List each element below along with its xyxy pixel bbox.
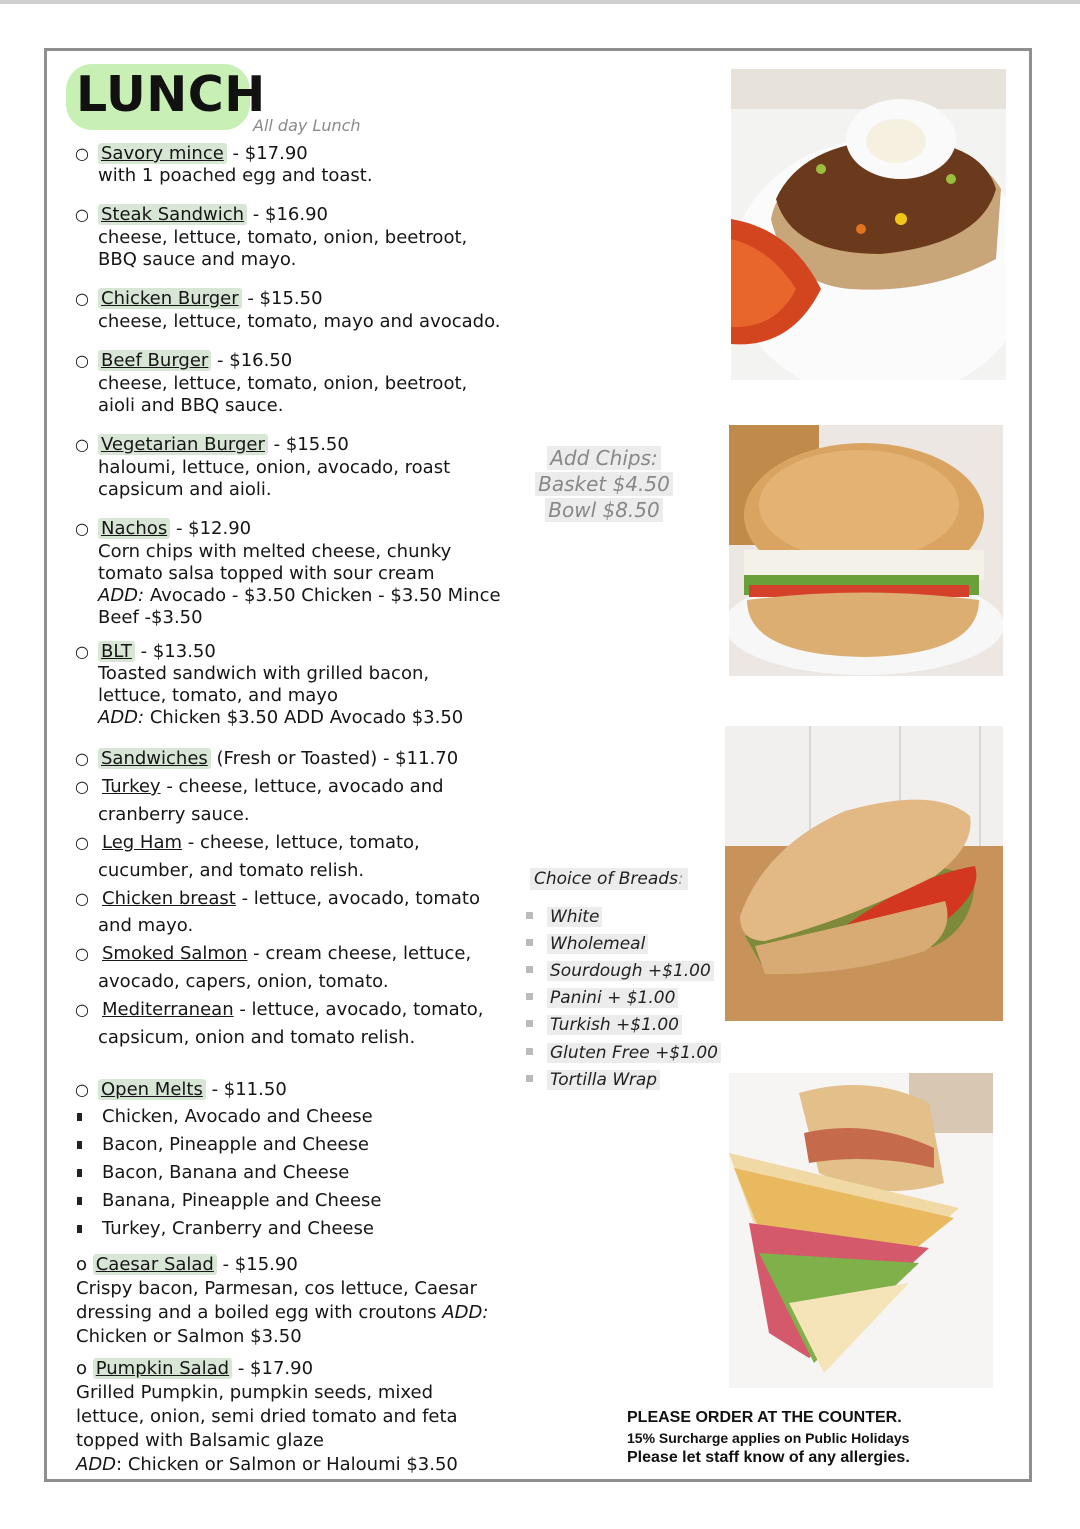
bread-option: Wholemeal bbox=[526, 934, 648, 954]
section-price: - $11.50 bbox=[205, 1079, 287, 1100]
item-desc: with 1 poached egg and toast. bbox=[98, 165, 373, 186]
item-name: Beef Burger bbox=[98, 350, 211, 371]
footer-surcharge: 15% Surcharge applies on Public Holidays bbox=[627, 1430, 910, 1446]
sandwich-item: Leg Ham - cheese, lettuce, tomato, bbox=[102, 832, 420, 853]
item-price: - $15.90 bbox=[216, 1254, 298, 1275]
item-desc: topped with Balsamic glaze bbox=[76, 1430, 324, 1451]
item-desc: Grilled Pumpkin, pumpkin seeds, mixed bbox=[76, 1382, 434, 1403]
item-desc: aioli and BBQ sauce. bbox=[98, 395, 284, 416]
hollow-bullet-icon: ○ bbox=[75, 889, 89, 908]
item-price: - $16.50 bbox=[217, 350, 293, 371]
item-name: Chicken Burger bbox=[98, 288, 242, 309]
square-bullet-icon bbox=[526, 1048, 533, 1055]
breads-title: Choice of Breads: bbox=[530, 868, 688, 890]
item-desc: lettuce, onion, semi dried tomato and feta bbox=[76, 1406, 458, 1427]
item-addons: ADD: Avocado - $3.50 Chicken - $3.50 Mince bbox=[98, 585, 501, 606]
bread-option: Tortilla Wrap bbox=[526, 1070, 660, 1090]
bread-option: Sourdough +$1.00 bbox=[526, 961, 714, 981]
footer-notice bbox=[627, 1408, 910, 1468]
item-desc: cheese, lettuce, tomato, onion, beetroot, bbox=[98, 373, 468, 394]
hollow-bullet-icon: ○ bbox=[75, 944, 89, 963]
section-name: Open Melts bbox=[98, 1079, 206, 1100]
item-price: - $15.50 bbox=[273, 434, 349, 455]
sandwich-item: Chicken breast - lettuce, avocado, tomato bbox=[102, 888, 481, 909]
item-desc: Crispy bacon, Parmesan, cos lettuce, Caesar bbox=[76, 1278, 477, 1299]
square-bullet-icon bbox=[526, 993, 533, 1000]
item-name: Vegetarian Burger bbox=[98, 434, 268, 455]
sandwich-item: Turkey - cheese, lettuce, avocado and bbox=[102, 776, 444, 797]
footer-order: PLEASE ORDER AT THE COUNTER. bbox=[627, 1409, 902, 1426]
item-price: - $16.90 bbox=[252, 204, 328, 225]
square-bullet-icon bbox=[526, 939, 533, 946]
item-desc: haloumi, lettuce, onion, avocado, roast bbox=[98, 457, 451, 478]
melt-item: Banana, Pineapple and Cheese bbox=[102, 1190, 382, 1211]
square-bullet-icon bbox=[526, 1020, 533, 1027]
add-chips-note bbox=[520, 445, 688, 523]
menu-subtitle: All day Lunch bbox=[253, 116, 361, 135]
bread-option: Panini + $1.00 bbox=[526, 988, 678, 1008]
hollow-bullet-icon: ○ bbox=[75, 289, 89, 308]
bread-option: Gluten Free +$1.00 bbox=[526, 1043, 721, 1063]
item-desc: Toasted sandwich with grilled bacon, bbox=[98, 663, 430, 684]
square-bullet-icon bbox=[77, 1141, 82, 1149]
footer-allergies: Please let staff know of any allergies. bbox=[627, 1449, 910, 1466]
hollow-bullet-icon: ○ bbox=[75, 777, 89, 796]
sandwich-item-cont: avocado, capers, onion, tomato. bbox=[98, 971, 389, 992]
hollow-bullet-icon: ○ bbox=[75, 833, 89, 852]
square-bullet-icon bbox=[77, 1113, 82, 1121]
square-bullet-icon bbox=[77, 1197, 82, 1205]
item-name: Nachos bbox=[98, 518, 170, 539]
hollow-bullet-icon: ○ bbox=[75, 749, 89, 768]
square-bullet-icon bbox=[526, 912, 533, 919]
item-price: - $12.90 bbox=[175, 518, 252, 539]
item-addons-cont: Beef -$3.50 bbox=[98, 607, 203, 628]
item-name: BLT bbox=[98, 641, 135, 662]
menu-title: LUNCH bbox=[76, 66, 266, 123]
bread-option: Turkish +$1.00 bbox=[526, 1015, 682, 1035]
item-desc: tomato salsa topped with sour cream bbox=[98, 563, 435, 584]
item-desc: Chicken or Salmon $3.50 bbox=[76, 1326, 302, 1347]
item-desc: dressing and a boiled egg with croutons ADD: bbox=[76, 1302, 489, 1323]
panini-photo bbox=[725, 726, 1003, 1021]
item-name: Pumpkin Salad bbox=[93, 1358, 232, 1379]
melt-item: Chicken, Avocado and Cheese bbox=[102, 1106, 373, 1127]
item-desc: lettuce, tomato, and mayo bbox=[98, 685, 338, 706]
item-name: Savory mince bbox=[98, 143, 227, 164]
bread-option: White bbox=[526, 907, 602, 927]
club-sandwich-photo bbox=[729, 1073, 993, 1388]
item-desc: Corn chips with melted cheese, chunky bbox=[98, 541, 452, 562]
item-desc: cheese, lettuce, tomato, onion, beetroot, bbox=[98, 227, 468, 248]
item-price: - $17.90 bbox=[232, 143, 308, 164]
square-bullet-icon bbox=[526, 1075, 533, 1082]
square-bullet-icon bbox=[526, 966, 533, 973]
square-bullet-icon bbox=[77, 1225, 82, 1233]
section-name: Sandwiches bbox=[98, 748, 211, 769]
hollow-bullet-icon: ○ bbox=[75, 351, 89, 370]
savory-mince-photo bbox=[731, 69, 1006, 380]
sandwich-item-cont: and mayo. bbox=[98, 915, 194, 936]
sandwich-item-cont: capsicum, onion and tomato relish. bbox=[98, 1027, 416, 1048]
item-addons: ADD: Chicken $3.50 ADD Avocado $3.50 bbox=[98, 707, 464, 728]
sandwich-item-cont: cucumber, and tomato relish. bbox=[98, 860, 365, 881]
sandwich-item: Smoked Salmon - cream cheese, lettuce, bbox=[102, 943, 472, 964]
melt-item: Bacon, Pineapple and Cheese bbox=[102, 1134, 369, 1155]
hollow-bullet-icon: ○ bbox=[75, 144, 89, 163]
item-name: Caesar Salad bbox=[93, 1254, 217, 1275]
section-price: (Fresh or Toasted) - $11.70 bbox=[210, 748, 459, 769]
item-name: Steak Sandwich bbox=[98, 204, 247, 225]
burger-photo bbox=[729, 425, 1003, 676]
item-desc: BBQ sauce and mayo. bbox=[98, 249, 297, 270]
sandwich-item: Mediterranean - lettuce, avocado, tomato, bbox=[102, 999, 484, 1020]
chips-basket: Basket $4.50 bbox=[535, 472, 673, 496]
item-addons: ADD: Chicken or Salmon or Haloumi $3.50 bbox=[76, 1454, 458, 1475]
item-price: - $17.90 bbox=[232, 1358, 314, 1379]
item-desc: capsicum and aioli. bbox=[98, 479, 272, 500]
melt-item: Turkey, Cranberry and Cheese bbox=[102, 1218, 374, 1239]
chips-title: Add Chips: bbox=[547, 446, 660, 470]
item-price: - $13.50 bbox=[140, 641, 216, 662]
item-desc: cheese, lettuce, tomato, mayo and avocado. bbox=[98, 311, 501, 332]
hollow-bullet-icon: ○ bbox=[75, 435, 89, 454]
item-price: - $15.50 bbox=[247, 288, 323, 309]
chips-bowl: Bowl $8.50 bbox=[545, 498, 662, 522]
hollow-bullet-icon: ○ bbox=[75, 519, 89, 538]
top-border bbox=[0, 0, 1080, 4]
square-bullet-icon bbox=[77, 1169, 82, 1177]
sandwich-item-cont: cranberry sauce. bbox=[98, 804, 250, 825]
hollow-bullet-icon: ○ bbox=[75, 1080, 89, 1099]
hollow-bullet-icon: ○ bbox=[75, 642, 89, 661]
melt-item: Bacon, Banana and Cheese bbox=[102, 1162, 350, 1183]
hollow-bullet-icon: ○ bbox=[75, 205, 89, 224]
hollow-bullet-icon: ○ bbox=[75, 1000, 89, 1019]
